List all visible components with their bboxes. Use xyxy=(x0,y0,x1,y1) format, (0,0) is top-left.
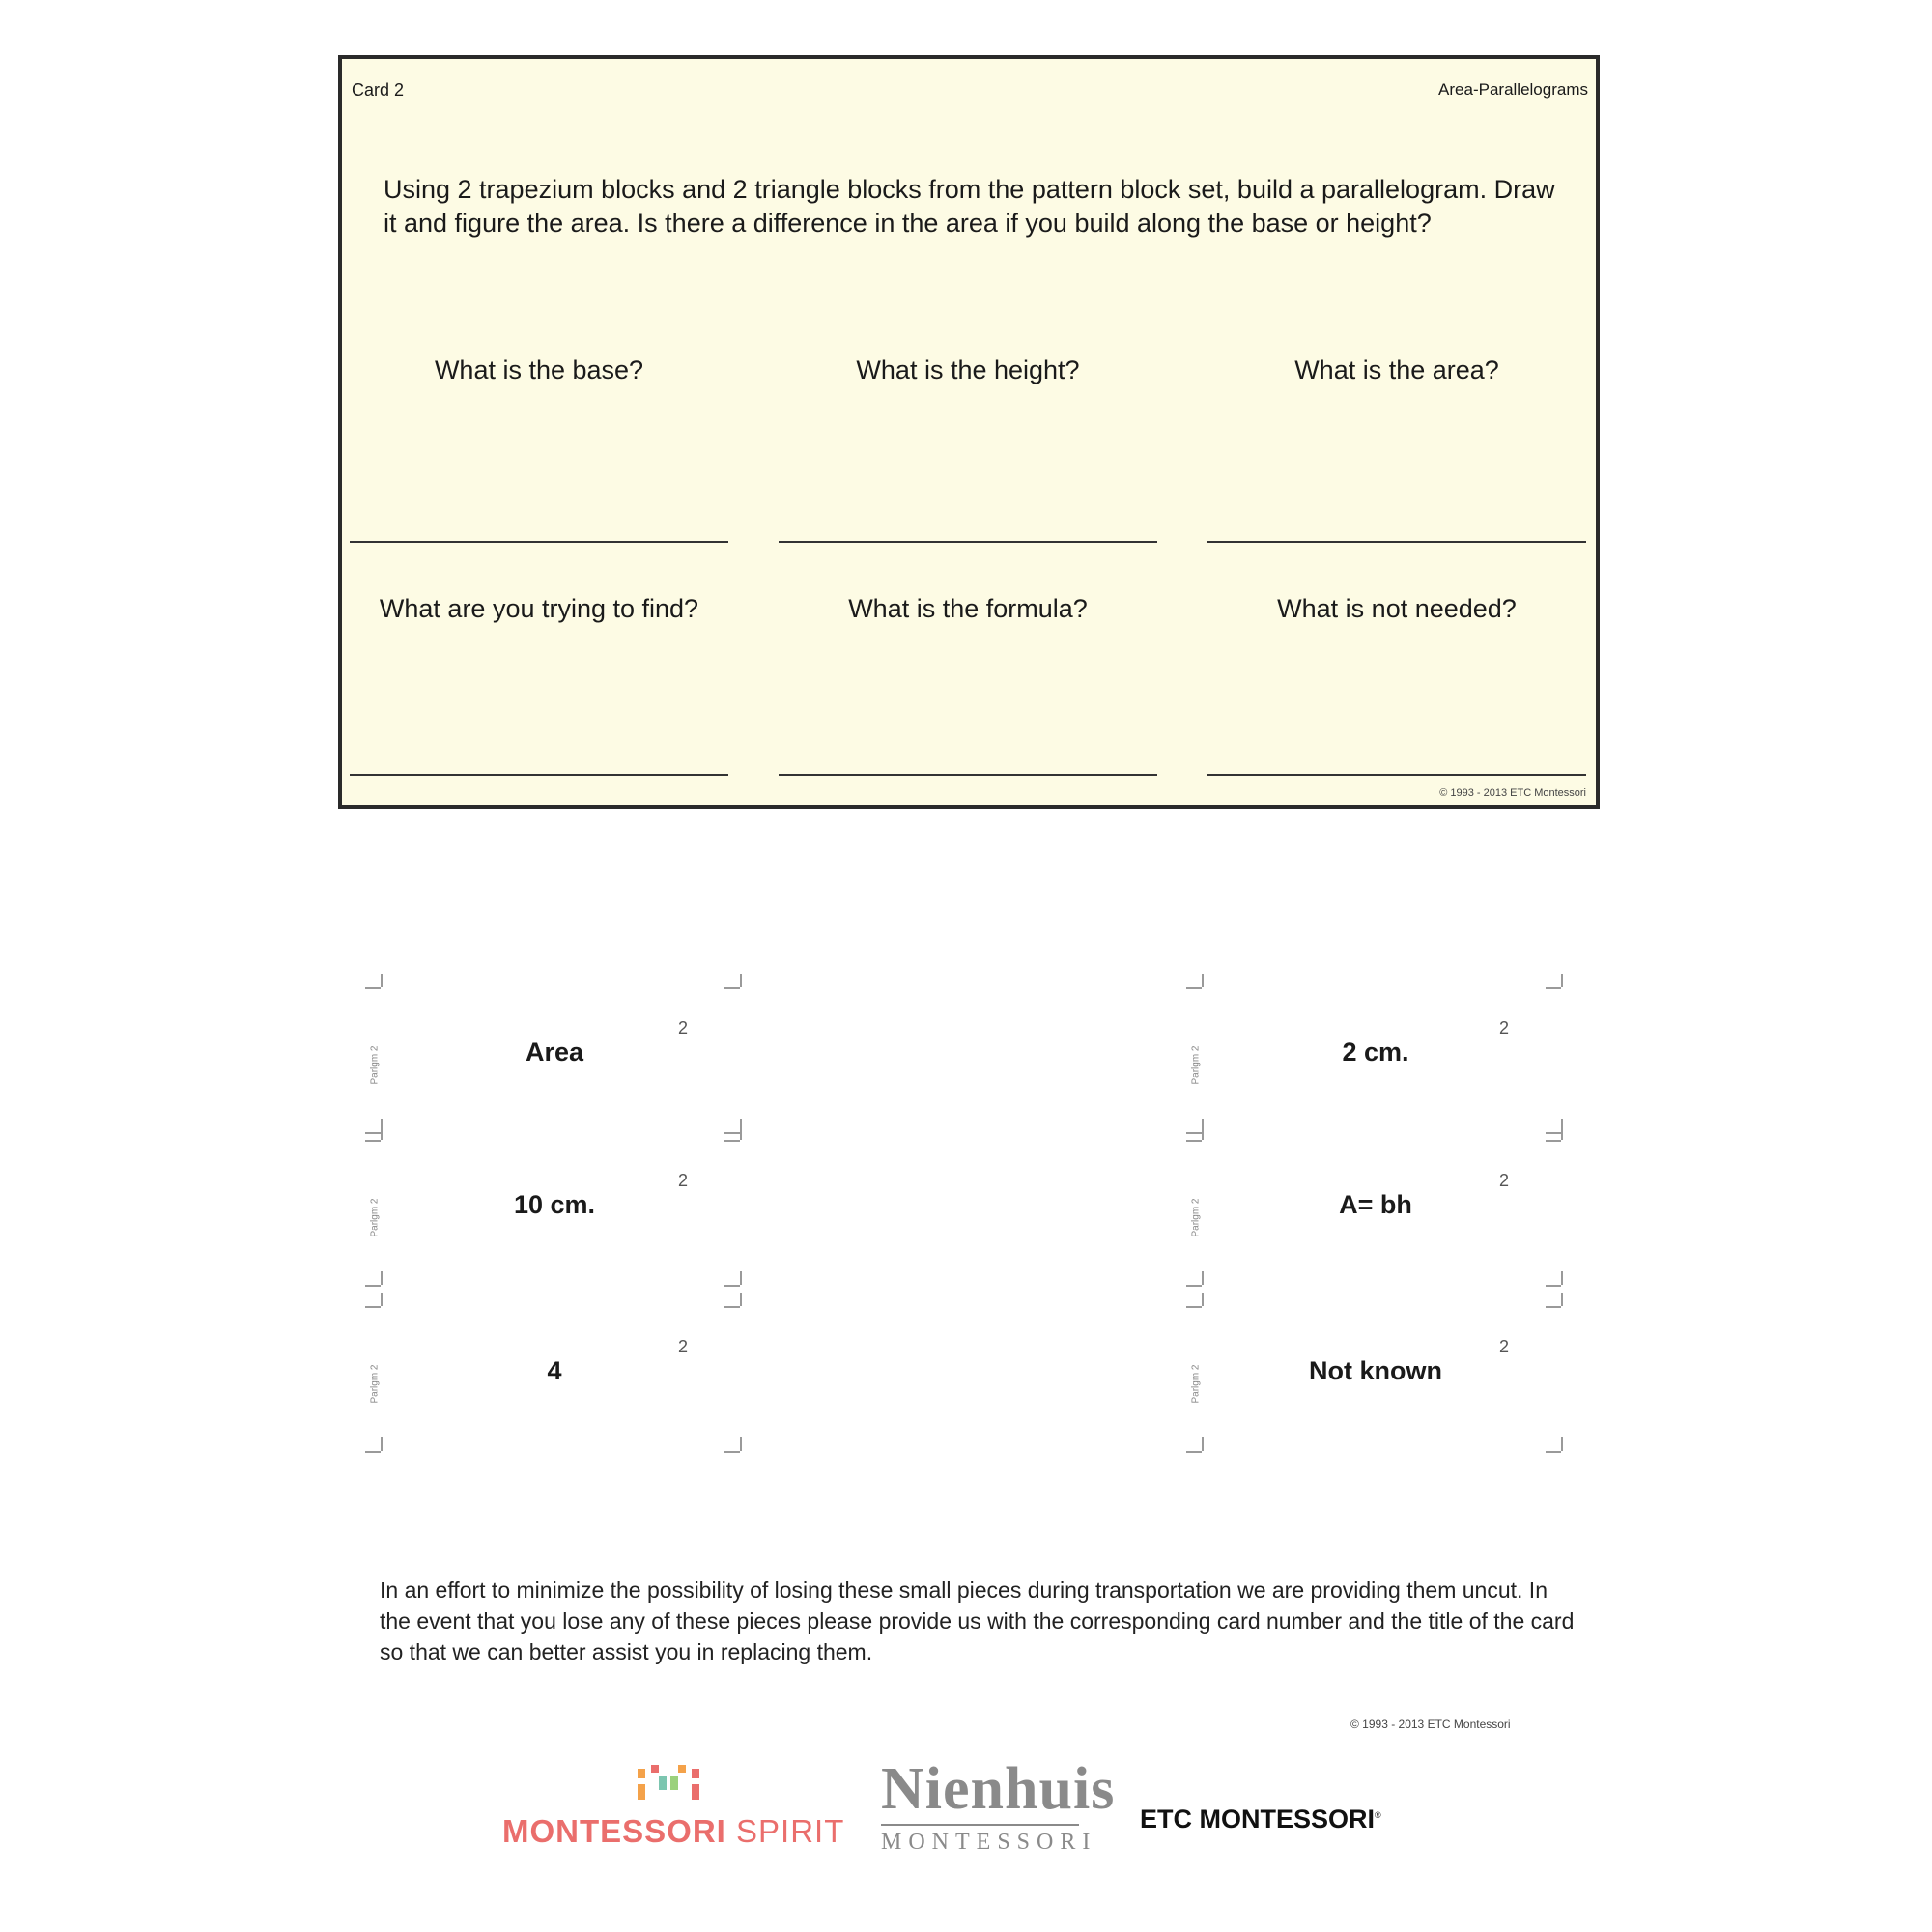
cut-guide-mark xyxy=(740,1293,742,1306)
cut-guide-mark xyxy=(724,1285,740,1287)
cut-guide-mark xyxy=(1546,987,1561,989)
etc-montessori-logo: ETC MONTESSORI® xyxy=(1140,1804,1381,1833)
cut-guide-mark xyxy=(740,1437,742,1451)
cut-guide-mark xyxy=(1186,1285,1202,1287)
piece-exponent: 2 xyxy=(678,1171,689,1190)
question-area: What is the area? xyxy=(1294,355,1499,384)
answer-line-formula[interactable] xyxy=(779,774,1157,776)
cut-guide-mark xyxy=(1561,1271,1563,1285)
cut-guide-mark xyxy=(1202,974,1204,987)
cut-guide-mark xyxy=(1202,1293,1204,1306)
piece-label: A= bh xyxy=(1339,1190,1412,1219)
cut-guide-mark xyxy=(1546,1140,1561,1142)
piece-label: Area xyxy=(525,1037,584,1066)
piece-label: Not known xyxy=(1309,1356,1442,1385)
cut-guide-mark xyxy=(1186,1306,1202,1308)
question-base: What is the base? xyxy=(434,355,644,384)
cut-guide-mark xyxy=(1202,1271,1204,1285)
piece-exponent: 2 xyxy=(678,1018,689,1037)
montessori-spirit-logo-icon xyxy=(638,1763,699,1802)
piece-side-label: Parlgm 2 xyxy=(1190,1198,1202,1237)
cut-guide-mark xyxy=(381,1437,383,1451)
question-height: What is the height? xyxy=(856,355,1080,384)
montessori-spirit-logo-text: MONTESSORI SPIRIT xyxy=(502,1813,845,1849)
cut-guide-mark xyxy=(724,987,740,989)
piece-label: 2 cm. xyxy=(1342,1037,1409,1066)
cut-guide-mark xyxy=(724,1132,740,1134)
footer-copyright: © 1993 - 2013 ETC Montessori xyxy=(1350,1718,1511,1731)
cut-guide-mark xyxy=(381,1293,383,1306)
question-not-needed: What is not needed? xyxy=(1277,594,1517,623)
cut-guide-mark xyxy=(724,1306,740,1308)
nienhuis-logo-subtext: MONTESSORI xyxy=(881,1830,1097,1855)
cut-guide-mark xyxy=(365,1451,381,1453)
task-card xyxy=(338,55,1600,809)
cut-guide-mark xyxy=(1561,1293,1563,1306)
notice-text: In an effort to minimize the possibility of losing these small pieces during transportation we are providing them uncut. In the event that you lose any of these pieces please provide us with the corresponding card number and the title of the card so that we can better assist you in replacing them. xyxy=(380,1577,1575,1664)
piece-side-label: Parlgm 2 xyxy=(369,1364,381,1404)
cut-guide-mark xyxy=(381,1271,383,1285)
cut-guide-mark xyxy=(1186,987,1202,989)
cut-guide-mark xyxy=(1546,1306,1561,1308)
answer-line-height[interactable] xyxy=(779,541,1157,543)
cut-guide-mark xyxy=(1546,1132,1561,1134)
cut-guide-mark xyxy=(724,1140,740,1142)
card-number: Card 2 xyxy=(352,80,405,99)
cut-guide-mark xyxy=(1186,1140,1202,1142)
piece-side-label: Parlgm 2 xyxy=(1190,1045,1202,1085)
cut-guide-mark xyxy=(1202,1437,1204,1451)
question-formula: What is the formula? xyxy=(848,594,1088,623)
piece-label: 4 xyxy=(547,1356,562,1385)
cut-guide-mark xyxy=(365,987,381,989)
piece-exponent: 2 xyxy=(1499,1337,1510,1356)
cut-guide-mark xyxy=(740,1126,742,1140)
answer-line-area[interactable] xyxy=(1208,541,1586,543)
card-copyright: © 1993 - 2013 ETC Montessori xyxy=(1439,787,1586,799)
cut-guide-mark xyxy=(740,1271,742,1285)
piece-side-label: Parlgm 2 xyxy=(369,1045,381,1085)
cut-guide-mark xyxy=(1186,1132,1202,1134)
question-find: What are you trying to find? xyxy=(379,594,699,623)
piece-label: 10 cm. xyxy=(513,1190,596,1219)
nienhuis-logo-text: Nienhuis xyxy=(881,1756,1116,1822)
cut-guide-mark xyxy=(1202,1126,1204,1140)
cut-guide-mark xyxy=(365,1306,381,1308)
cut-guide-mark xyxy=(740,974,742,987)
piece-exponent: 2 xyxy=(678,1337,689,1356)
cut-guide-mark xyxy=(1561,974,1563,987)
cut-guide-mark xyxy=(365,1285,381,1287)
piece-exponent: 2 xyxy=(1499,1018,1510,1037)
cut-guide-mark xyxy=(1186,1451,1202,1453)
answer-line-find[interactable] xyxy=(350,774,728,776)
piece-side-label: Parlgm 2 xyxy=(1190,1364,1202,1404)
cut-guide-mark xyxy=(1561,1126,1563,1140)
cut-guide-mark xyxy=(1546,1451,1561,1453)
cut-guide-mark xyxy=(365,1140,381,1142)
answer-line-base[interactable] xyxy=(350,541,728,543)
cut-guide-mark xyxy=(381,1126,383,1140)
cut-guide-mark xyxy=(724,1451,740,1453)
piece-side-label: Parlgm 2 xyxy=(369,1198,381,1237)
nienhuis-logo-rule xyxy=(881,1824,1079,1826)
answer-line-not-needed[interactable] xyxy=(1208,774,1586,776)
piece-exponent: 2 xyxy=(1499,1171,1510,1190)
cut-guide-mark xyxy=(365,1132,381,1134)
cut-guide-mark xyxy=(381,974,383,987)
card-title: Area-Parallelograms xyxy=(1438,80,1588,99)
cut-guide-mark xyxy=(1546,1285,1561,1287)
cut-guide-mark xyxy=(1561,1437,1563,1451)
card-instructions: Using 2 trapezium blocks and 2 triangle blocks from the pattern block set, build a parallelogram. Draw it and figure the area. Is there a difference in the area if you build along the base or height? xyxy=(384,175,1555,238)
